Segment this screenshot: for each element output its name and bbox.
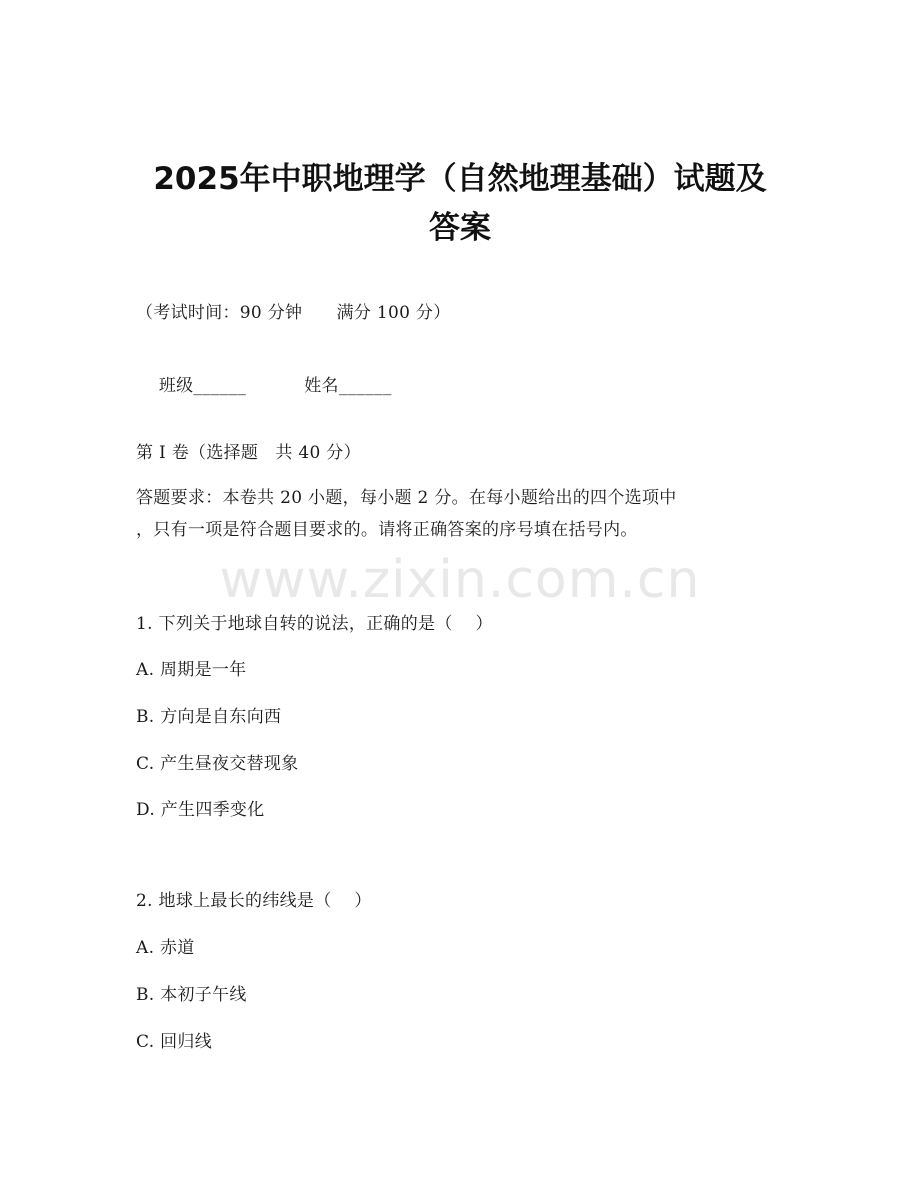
instructions-line-2: ，只有一项是符合题目要求的。请将正确答案的序号填在括号内。: [136, 520, 638, 540]
question-2-option-b: B. 本初子午线: [136, 985, 247, 1005]
watermark: www.zixin.com.cn: [219, 550, 701, 610]
class-field: 班级______: [158, 376, 247, 396]
student-fields-row: [136, 350, 392, 422]
question-1-option-a: A. 周期是一年: [136, 660, 247, 680]
question-2-stem: 2. 地球上最长的纬线是（ ）: [136, 891, 372, 911]
name-field: 姓名______: [304, 376, 392, 396]
question-2-option-c: C. 回归线: [136, 1032, 213, 1052]
question-2-option-a: A. 赤道: [136, 938, 195, 958]
question-1-option-b: B. 方向是自东向西: [136, 707, 282, 727]
document-title-line2: 答案: [429, 210, 491, 246]
question-1-option-d: D. 产生四季变化: [136, 800, 265, 820]
section-heading: 第 I 卷（选择题 共 40 分）: [136, 443, 361, 463]
question-1-option-c: C. 产生昼夜交替现象: [136, 754, 299, 774]
instructions-line-1: 答题要求：本卷共 20 小题，每小题 2 分。在每小题给出的四个选项中: [136, 488, 677, 508]
document-title-line1: 2025年中职地理学（自然地理基础）试题及: [153, 161, 767, 197]
exam-info: （考试时间：90 分钟 满分 100 分）: [136, 303, 451, 323]
question-1-stem: 1. 下列关于地球自转的说法，正确的是（ ）: [136, 614, 493, 634]
